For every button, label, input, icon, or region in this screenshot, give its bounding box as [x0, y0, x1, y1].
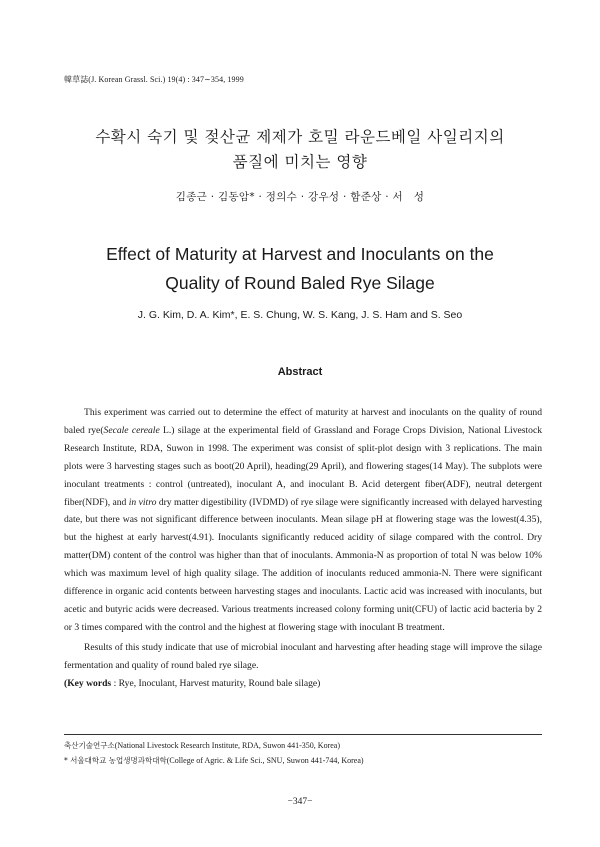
journal-citation: 韓草誌(J. Korean Grassl. Sci.) 19(4) : 347∼354, 1999	[64, 75, 244, 84]
abstract-text: L.) silage at the experimental field of Grassland and Forage Crops Division, National Livestock Research Institute, RDA, Suwon in 1998. The experiment was consist of split-plot design with 3 replications. The main plots were 3 harvesting stages such as boot(20 April), heading(29 April), and flowering stages(14 May). The subplots were inoculant treatments : control (untreated), inoculant A, and inoculant B. Acid detergent fiber(ADF), neutral detergent fiber(NDF), and	[64, 424, 542, 508]
korean-authors: 김종근 · 김동암* · 정의수 · 강우성 · 함준상 · 서 성	[175, 191, 425, 203]
abstract-text: dry matter digestibility (IVDMD) of rye silage were significantly increased with delayed harvesting date, but there was not significant difference between inoculants. Mean silage pH at flowering stage was the lowest(4.35), but the highest at early harvest(4.91). Inoculants significantly reduced acidity of silage compared with the control. Dry matter(DM) content of the control was higher than that of inoculants. Ammonia-N as proportion of total N was below 10% which was maximum level of high quality silage. The addition of inoculants reduced ammonia-N. There were significant difference in organic acid contents between harvesting stages and inoculants. Lactic acid was increased with inoculants, but acetic and butyric acids were decreased. Various treatments increased colony forming unit(CFU) of lactic acid bacteria by 2 or 3 times compared with the control and the highest at flowering stage with inoculant B treatment.	[64, 496, 543, 633]
korean-title	[0, 125, 600, 175]
footnotes	[64, 738, 364, 768]
keywords-label: (Key words	[64, 677, 112, 689]
keywords	[64, 675, 542, 693]
korean-title-line1: 수확시 숙기 및 젖산균 제제가 호밀 라운드베일 사일리지의	[95, 128, 505, 146]
english-title-line1: Effect of Maturity at Harvest and Inoculants on the	[106, 244, 494, 264]
footnote-2-english: (College of Agric. & Life Sci., SNU, Suwon 441-744, Korea)	[166, 756, 364, 765]
abstract-text: This experiment was carried out to determine the effect of maturity at harvest and inoculants on the quality of round baled rye(	[64, 407, 542, 436]
page-number: −347−	[287, 797, 313, 807]
footnote-2	[64, 753, 364, 768]
species-name: Secale cereale	[103, 424, 160, 436]
footnote-2-korean: * 서울대학교 농업생명과학대학	[64, 756, 167, 765]
keywords-text: : Rye, Inoculant, Harvest maturity, Round bale silage)	[111, 677, 321, 689]
english-authors: J. G. Kim, D. A. Kim*, E. S. Chung, W. S. Kang, J. S. Ham and S. Seo	[137, 309, 463, 321]
english-title-line2: Quality of Round Baled Rye Silage	[165, 273, 435, 293]
footnote-divider	[64, 734, 542, 735]
abstract-paragraph-1	[64, 404, 542, 637]
korean-title-line2: 품질에 미치는 영향	[232, 153, 368, 171]
abstract-body	[64, 404, 542, 693]
english-title	[0, 240, 600, 298]
abstract-heading: Abstract	[277, 366, 323, 378]
in-vitro-term: in vitro	[128, 496, 157, 508]
footnote-1	[64, 738, 364, 753]
footnote-1-english: (National Livestock Research Institute, RDA, Suwon 441-350, Korea)	[114, 741, 340, 750]
footnote-1-korean: 축산기술연구소	[64, 741, 115, 750]
abstract-paragraph-2: Results of this study indicate that use of microbial inoculant and harvesting after heading stage will improve the silage fermentation and quality of round baled rye silage.	[64, 641, 542, 671]
